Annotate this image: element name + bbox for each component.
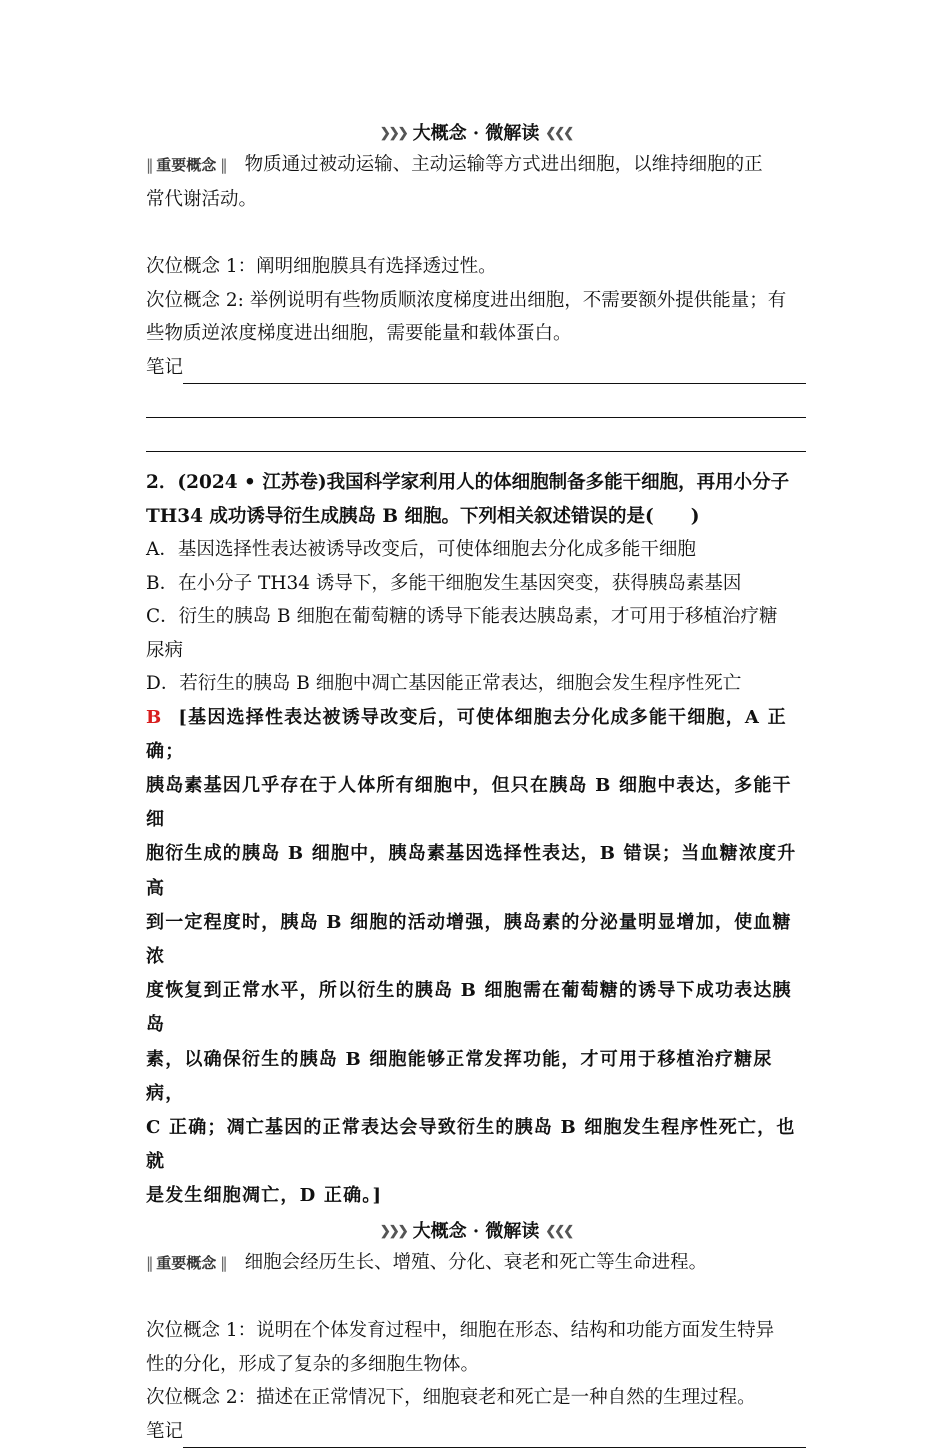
- explanation-line: 到一定程度时，胰岛 B 细胞的活动增强，胰岛素的分泌量明显增加，使血糖浓: [146, 911, 792, 967]
- question-stem-line-2: TH34 成功诱导衍生成胰岛 B 细胞。下列相关叙述错误的是( ): [146, 505, 700, 527]
- section-title-text: 大概念 · 微解读: [412, 1220, 540, 1242]
- sub-concept-1-line-1: 次位概念 1：说明在个体发育过程中，细胞在形态、结构和功能方面发生特异: [146, 1320, 775, 1342]
- key-concept-line: [146, 1246, 806, 1281]
- explanation-line: 胞衍生成的胰岛 B 细胞中，胰岛素基因选择性表达，B 错误；当血糖浓度升高: [146, 843, 797, 899]
- sub-concept-2-line-2: 些物质逆浓度梯度进出细胞，需要能量和载体蛋白。: [146, 323, 572, 344]
- chevron-right-icon: ❯❯❯: [379, 1223, 407, 1239]
- notes-label: 笔记: [146, 1420, 184, 1442]
- answer-letter: B: [146, 706, 163, 728]
- chevron-left-icon: ❮❮❮: [545, 126, 573, 141]
- explanation-line: C 正确；凋亡基因的正常表达会导致衍生的胰岛 B 细胞发生程序性死亡，也就: [146, 1116, 796, 1173]
- sub-concept-1: 次位概念 1：阐明细胞膜具有选择透过性。: [146, 256, 497, 277]
- sub-concept-2-line-1: 次位概念 2: 举例说明有些物质顺浓度梯度进出细胞，不需要额外提供能量；有: [146, 289, 787, 311]
- key-concept-text: 细胞会经历生长、增殖、分化、衰老和死亡等生命进程。: [244, 1251, 708, 1273]
- key-concept-tag: ‖ 重要概念 ‖: [146, 1253, 227, 1272]
- key-concept-tag: ‖ 重要概念 ‖: [146, 156, 227, 174]
- notes-underline: [183, 359, 806, 384]
- option-c-line-2: 尿病: [146, 639, 184, 661]
- document-page: [146, 120, 806, 1448]
- spacer: [146, 1280, 806, 1314]
- notes-blank-line[interactable]: [146, 384, 806, 418]
- key-concept-text: 物质通过被动运输、主动运输等方式进出细胞，以维持细胞的正: [244, 154, 763, 175]
- spacer: [146, 452, 806, 466]
- spacer: [146, 216, 806, 250]
- sub-concept-1-line-2: 性的分化，形成了复杂的多细胞生物体。: [146, 1353, 480, 1375]
- notes-field[interactable]: [146, 351, 806, 385]
- explanation-line: B [基因选择性表达被诱导改变后，可使体细胞去分化成多能干细胞，A 正确；: [146, 706, 787, 762]
- section-title-2: [146, 1218, 806, 1246]
- explanation-line: 度恢复到正常水平，所以衍生的胰岛 B 细胞需在葡萄糖的诱导下成功表达胰岛: [146, 980, 792, 1036]
- notes-underline: [183, 1423, 806, 1448]
- section-title-1: [146, 120, 806, 148]
- bar-icon: ‖: [216, 156, 227, 174]
- chevron-left-icon: ❮❮❮: [545, 1223, 573, 1239]
- option-c-line-1: C．衍生的胰岛 B 细胞在葡萄糖的诱导下能表达胰岛素，才可用于移植治疗糖: [146, 606, 778, 627]
- explanation-line: 胰岛素基因几乎存在于人体所有细胞中，但只在胰岛 B 细胞中表达，多能干细: [146, 774, 792, 831]
- chevron-right-icon: ❯❯❯: [379, 126, 407, 141]
- notes-blank-line[interactable]: [146, 418, 806, 452]
- option-d: D．若衍生的胰岛 B 细胞中凋亡基因能正常表达，细胞会发生程序性死亡: [146, 673, 742, 694]
- answer-explanation: [146, 701, 806, 1214]
- notes-label: 笔记: [146, 356, 184, 378]
- bar-icon: ‖: [216, 1253, 227, 1272]
- notes-field[interactable]: [146, 1415, 806, 1448]
- bar-icon: ‖: [146, 156, 157, 174]
- option-a: A．基因选择性表达被诱导改变后，可使体细胞去分化成多能干细胞: [146, 539, 696, 560]
- sub-concept-2: 次位概念 2：描述在正常情况下，细胞衰老和死亡是一种自然的生理过程。: [146, 1387, 756, 1409]
- key-concept-line-2: 常代谢活动。: [146, 188, 258, 210]
- explanation-line: 是发生细胞凋亡，D 正确。]: [146, 1185, 383, 1207]
- key-concept-line: [146, 148, 806, 183]
- option-b: B．在小分子 TH34 诱导下，多能干细胞发生基因突变，获得胰岛素基因: [146, 572, 742, 594]
- question-stem-line-1: 2．(2024 • 江苏卷)我国科学家利用人的体细胞制备多能干细胞，再用小分子: [146, 472, 790, 493]
- explanation-line: 素，以确保衍生的胰岛 B 细胞能够正常发挥功能，才可用于移植治疗糖尿病，: [146, 1048, 773, 1104]
- section-title-text: 大概念 · 微解读: [412, 123, 540, 144]
- bar-icon: ‖: [146, 1253, 157, 1272]
